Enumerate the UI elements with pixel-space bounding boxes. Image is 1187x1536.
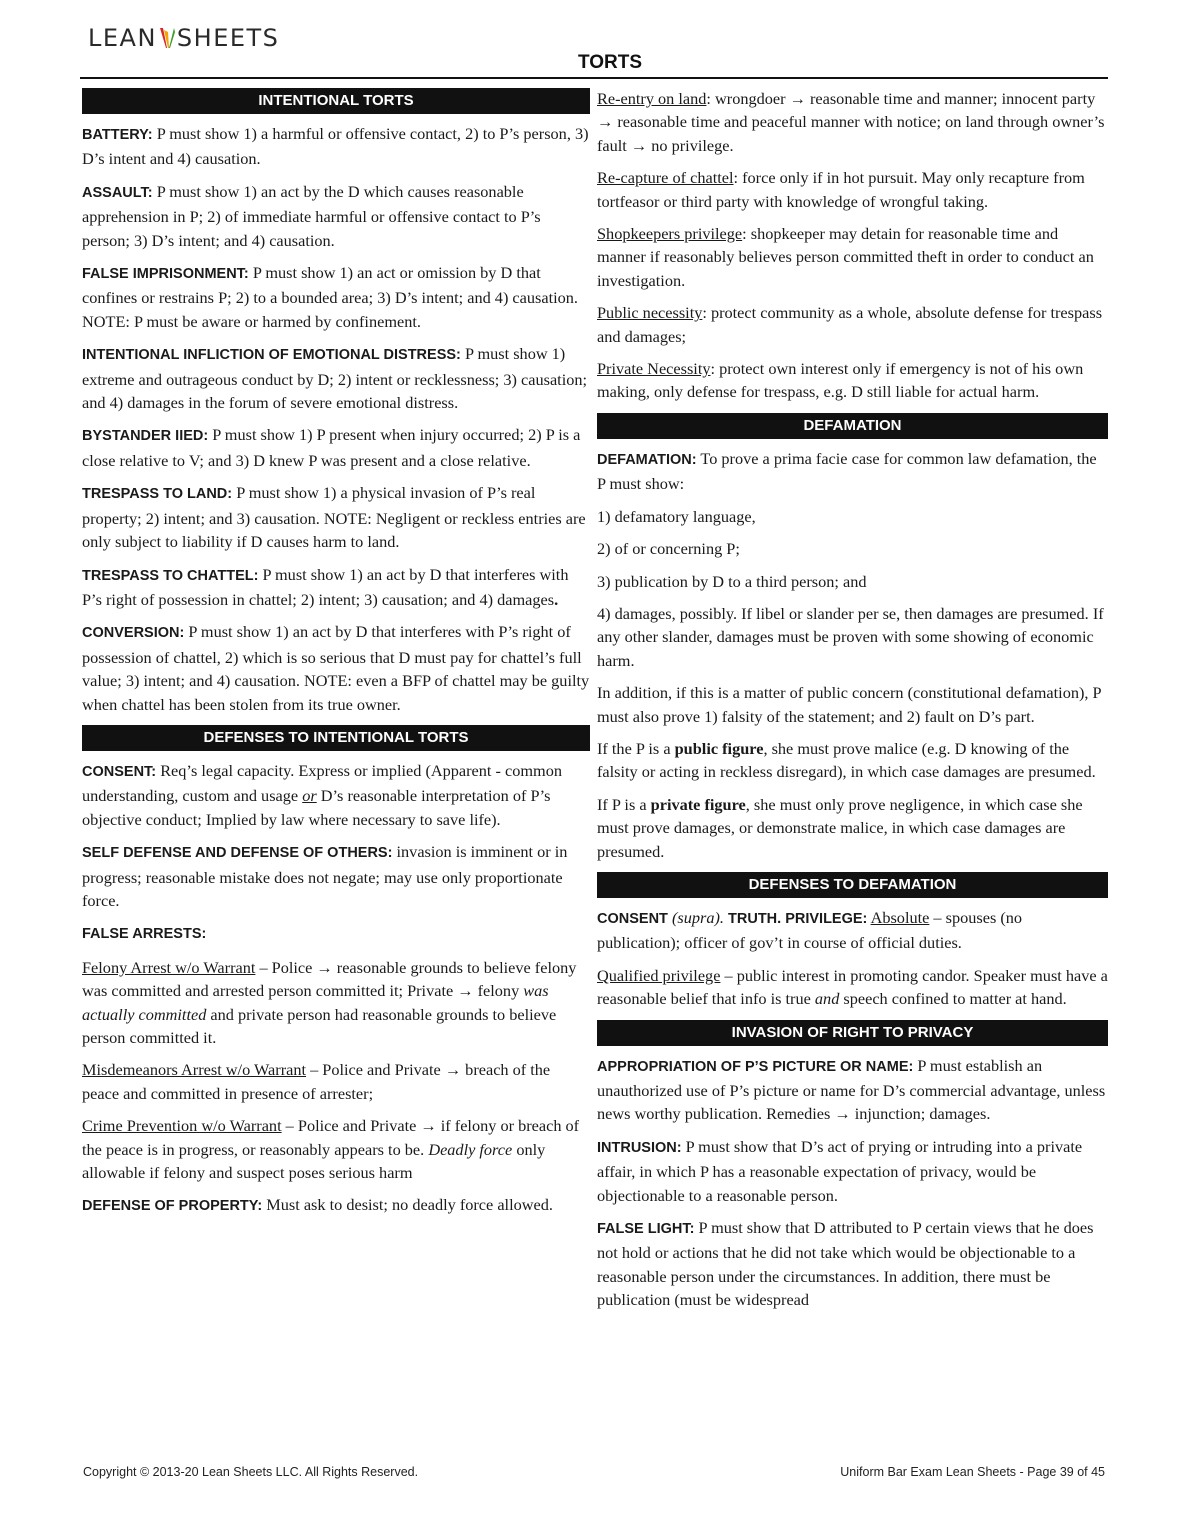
- absolute-text: – spouses (no publication); officer of gov’t in course of official duties.: [597, 907, 1023, 953]
- crime-prevention-entry: [82, 1114, 590, 1184]
- intrusion-text: P must show that D’s act of prying or intruding into a private affair, in which P has a reasonable expectation of privacy, would be objectionable to a reasonable person.: [597, 1136, 1083, 1205]
- false-arrests-label: FALSE ARRESTS:: [82, 926, 207, 943]
- iied-label: INTENTIONAL INFLICTION OF EMOTIONAL DISTRESS:: [82, 347, 461, 364]
- qualified-privilege-entry: [597, 964, 1108, 1011]
- consent-or: or: [302, 786, 317, 806]
- section-header-privacy: INVASION OF RIGHT TO PRIVACY: [597, 1020, 1108, 1046]
- intrusion-entry: [597, 1135, 1108, 1207]
- defamation-text: To prove a prima facie case for common law defamation, the P must show:: [597, 448, 1097, 494]
- consent-supra-label: CONSENT: [597, 910, 668, 927]
- defamation-label: DEFAMATION:: [597, 451, 697, 468]
- conversion-entry: [82, 620, 590, 716]
- defamation-element-4: 4) damages, possibly. If libel or slander per se, then damages are presumed. If any other slander, damages must be proven with some showing of economic harm.: [597, 603, 1104, 670]
- section-header-intentional-torts: INTENTIONAL TORTS: [82, 88, 590, 114]
- consent-text-1: Req’s legal capacity. Express or implied (Apparent - common understanding, custom and usage: [82, 760, 562, 806]
- false-light-label: FALSE LIGHT:: [597, 1221, 695, 1238]
- trespass-to-chattel-label: TRESPASS TO CHATTEL:: [82, 567, 259, 584]
- false-light-entry: [597, 1216, 1108, 1312]
- defense-of-property-entry: [82, 1193, 590, 1218]
- private-figure-text-2: , she must only prove negligence, in which case she must prove damages, or demonstrate malice, in which case damages are presumed.: [597, 794, 1083, 861]
- trespass-to-chattel-period: .: [554, 589, 559, 609]
- supra-italic: (supra).: [667, 907, 724, 927]
- shopkeeper-term: Shopkeepers privilege: [597, 224, 743, 244]
- battery-entry: [82, 122, 590, 171]
- crime-prevention-text-1: – Police and Private → if felony or breach of the peace is in progress, or reasonably appears to be.: [82, 1116, 580, 1159]
- private-figure-text-1: If P is a: [597, 794, 651, 814]
- consent-text-2: D’s reasonable interpretation of P’s objective conduct; Implied by law where necessary to save life).: [82, 786, 551, 829]
- private-figure-bold: private figure: [650, 794, 746, 814]
- bystander-iied-text: P must show 1) P present when injury occurred; 2) P is a close relative to V; and 3) D knew P was present and a close relative.: [82, 425, 581, 470]
- public-figure-text-1: If the P is a: [597, 738, 675, 758]
- defamation-defenses-entry: [597, 906, 1108, 955]
- public-necessity-entry: [597, 301, 1108, 348]
- trespass-to-land-label: TRESPASS TO LAND:: [82, 486, 233, 503]
- private-necessity-term: Private Necessity: [597, 359, 711, 379]
- iied-text: P must show 1) extreme and outrageous conduct by D; 2) intent or recklessness; 3) causation; and 4) damages in the forum of severe emotional distress.: [82, 344, 588, 413]
- public-necessity-text: : protect community as a whole, absolute defense for trespass and damages;: [597, 303, 1103, 346]
- self-defense-label: SELF DEFENSE AND DEFENSE OF OTHERS:: [82, 845, 393, 862]
- bystander-iied-entry: [82, 423, 590, 472]
- public-concern-paragraph: In addition, if this is a matter of public concern (constitutional defamation), P must also prove 1) falsity of the statement; and 2) fault on D’s part.: [597, 683, 1101, 726]
- public-necessity-term: Public necessity: [597, 303, 703, 323]
- self-defense-entry: [82, 840, 590, 912]
- appropriation-text: P must establish an unauthorized use of P’s picture or name for D’s commercial advantage, unless news worthy publication. Remedies → injunction; damages.: [597, 1055, 1106, 1124]
- defense-of-property-text: Must ask to desist; no deadly force allowed.: [262, 1195, 553, 1215]
- section-header-defenses-intentional-torts: DEFENSES TO INTENTIONAL TORTS: [82, 725, 590, 751]
- truth-privilege-label: TRUTH. PRIVILEGE:: [723, 910, 868, 927]
- reentry-text: : wrongdoer → reasonable time and manner; innocent party → reasonable time and peaceful manner with notice; on land through owner’s fault → no privilege.: [597, 89, 1105, 155]
- misdemeanor-arrest-entry: [82, 1058, 590, 1105]
- logo-text-left: LEAN: [88, 24, 157, 52]
- battery-label: BATTERY:: [82, 127, 153, 143]
- appropriation-entry: [597, 1054, 1108, 1126]
- defamation-element-2: 2) of or concerning P;: [597, 539, 740, 559]
- private-figure-paragraph: [597, 793, 1108, 863]
- defamation-entry: [597, 447, 1108, 496]
- absolute-term: Absolute: [870, 907, 930, 927]
- trespass-to-land-text: P must show 1) a physical invasion of P’s real property; 2) intent; and 3) causation. NOTE: Negligent or reckless entries are only subject to liability if D causes harm to land.: [82, 483, 586, 552]
- consent-entry: [82, 759, 590, 831]
- private-necessity-entry: [597, 357, 1108, 404]
- false-arrests-heading: [82, 921, 590, 946]
- qualified-privilege-italic: and: [814, 989, 840, 1009]
- section-header-defamation: DEFAMATION: [597, 413, 1108, 439]
- defense-of-property-label: DEFENSE OF PROPERTY:: [82, 1198, 263, 1215]
- footer-copyright: Copyright © 2013-20 Lean Sheets LLC. All Rights Reserved.: [83, 1465, 419, 1479]
- crime-prevention-term: Crime Prevention w/o Warrant: [82, 1116, 282, 1136]
- trespass-to-land-entry: [82, 481, 590, 553]
- self-defense-text: invasion is imminent or in progress; reasonable mistake does not negate; may use only proportionate force.: [82, 842, 568, 910]
- left-column: [82, 86, 590, 1228]
- crime-prevention-text-2: only allowable if felony and suspect poses serious harm: [82, 1139, 546, 1183]
- conversion-label: CONVERSION:: [82, 625, 185, 642]
- footer-page-number: Uniform Bar Exam Lean Sheets - Page 39 of 45: [840, 1465, 1105, 1479]
- bystander-iied-label: BYSTANDER IIED:: [82, 428, 209, 445]
- trespass-to-chattel-entry: [82, 563, 590, 612]
- intrusion-label: INTRUSION:: [597, 1139, 682, 1156]
- page-title: TORTS: [577, 52, 643, 73]
- misdemeanor-arrest-term: Misdemeanors Arrest w/o Warrant: [82, 1060, 307, 1080]
- false-imprisonment-label: FALSE IMPRISONMENT:: [82, 266, 249, 283]
- consent-label: CONSENT:: [82, 763, 157, 780]
- trespass-to-chattel-text: P must show 1) an act by D that interferes with P’s right of possession in chattel; 2) intent; 3) causation; and 4) damages: [82, 564, 569, 609]
- reentry-term: Re-entry on land: [597, 89, 707, 108]
- shopkeeper-entry: [597, 222, 1108, 292]
- section-header-defenses-defamation: DEFENSES TO DEFAMATION: [597, 872, 1108, 898]
- defamation-element-3: 3) publication by D to a third person; and: [597, 571, 867, 591]
- public-figure-paragraph: [597, 737, 1108, 784]
- title-rule: [80, 77, 1108, 79]
- public-figure-bold: public figure: [674, 738, 764, 758]
- felony-arrest-italic: was actually committed: [82, 981, 549, 1024]
- misdemeanor-arrest-text: – Police and Private → breach of the peace and committed in presence of arrester;: [82, 1060, 551, 1103]
- recapture-entry: [597, 166, 1108, 213]
- assault-label: ASSAULT:: [82, 184, 153, 201]
- false-imprisonment-entry: [82, 261, 590, 333]
- felony-arrest-text-1: – Police → reasonable grounds to believe felony was committed and arrested person committed it; Private → felony: [82, 957, 577, 1001]
- assault-entry: [82, 180, 590, 252]
- defamation-element-1: 1) defamatory language,: [597, 506, 756, 526]
- logo-text-right: SHEETS: [176, 24, 280, 52]
- lean-sheets-logo: [88, 24, 328, 54]
- recapture-text: : force only if in hot pursuit. May only recapture from tortfeasor or third party with knowledge of wrongful taking.: [597, 168, 1085, 211]
- false-imprisonment-text: P must show 1) an act or omission by D that confines or restrains P; 2) to a bounded area; 3) D’s intent; and 4) causation. NOTE: P must be aware or harmed by confinement.: [82, 263, 578, 331]
- shopkeeper-text: : shopkeeper may detain for reasonable time and manner if reasonably believes person committed theft in order to conduct an investigation.: [597, 224, 1094, 290]
- battery-text: P must show 1) a harmful or offensive contact, 2) to P’s person, 3) D’s intent and 4) causation.: [82, 124, 589, 169]
- felony-arrest-entry: [82, 956, 590, 1050]
- felony-arrest-term: Felony Arrest w/o Warrant: [82, 957, 256, 977]
- recapture-term: Re-capture of chattel: [597, 168, 734, 188]
- conversion-text: P must show 1) an act by D that interferes with P’s right of possession of chattel, 2) which is so serious that D must pay for chattel’s full value; 3) intent; and 4) causation. NOTE: even a BFP of chattel may be guilty when chattel has been stolen from its true owner.: [82, 622, 590, 714]
- qualified-privilege-text-2: speech confined to matter at hand.: [839, 989, 1067, 1009]
- right-column: [597, 87, 1108, 1321]
- appropriation-label: APPROPRIATION OF P’S PICTURE OR NAME:: [597, 1058, 914, 1075]
- crime-prevention-italic: Deadly force: [428, 1139, 513, 1159]
- public-figure-text-2: , she must prove malice (e.g. D knowing of the falsity or acting in reckless disregard), in which case damages are presumed.: [597, 738, 1096, 782]
- iied-entry: [82, 342, 590, 414]
- reentry-entry: [597, 87, 1108, 157]
- qualified-privilege-term: Qualified privilege: [597, 965, 721, 985]
- assault-text: P must show 1) an act by the D which causes reasonable apprehension in P; 2) of immediate harmful or offensive contact to P’s person; 3) D’s intent; and 4) causation.: [82, 181, 541, 250]
- logo-flame-icon: [158, 26, 176, 50]
- felony-arrest-text-2: and private person had reasonable grounds to believe person committed it.: [82, 1004, 557, 1047]
- false-light-text: P must show that D attributed to P certain views that he does not hold or actions that he did not take which would be objectionable to a reasonable person under the circumstances. In addition, there must be publication (must be widespread: [597, 1218, 1094, 1310]
- qualified-privilege-text-1: – public interest in promoting candor. Speaker must have a reasonable belief that info is true: [597, 965, 1108, 1009]
- private-necessity-text: : protect own interest only if emergency is not of his own making, only defense for trespass, e.g. D still liable for actual harm.: [597, 359, 1084, 402]
